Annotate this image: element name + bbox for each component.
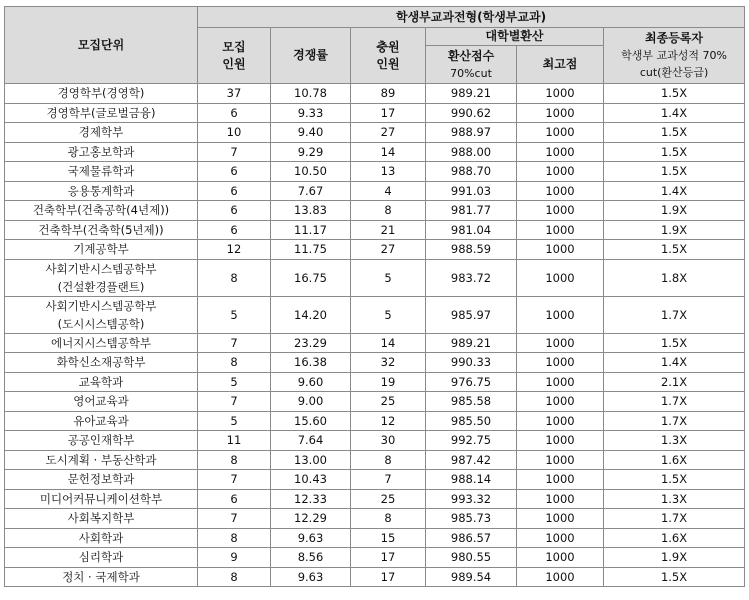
cell-score: 988.00 xyxy=(426,142,517,162)
table-row xyxy=(5,431,745,451)
cell-quota: 8 xyxy=(198,353,271,373)
cell-quota: 5 xyxy=(198,411,271,431)
cell-competition: 9.60 xyxy=(271,372,351,392)
cell-fill: 25 xyxy=(351,489,426,509)
cell-unit: 기계공학부 xyxy=(5,240,198,260)
cell-max-score: 1000 xyxy=(517,353,604,373)
cell-fill: 14 xyxy=(351,142,426,162)
cell-max-score: 1000 xyxy=(517,548,604,568)
cell-quota: 9 xyxy=(198,548,271,568)
cell-unit: 영어교육과 xyxy=(5,392,198,412)
cell-unit: 교육학과 xyxy=(5,372,198,392)
cell-quota: 12 xyxy=(198,240,271,260)
cell-unit: 화학신소재공학부 xyxy=(5,353,198,373)
table-row xyxy=(5,411,745,431)
cell-grade: 1.7X xyxy=(604,392,745,412)
cell-grade: 1.3X xyxy=(604,489,745,509)
cell-quota: 5 xyxy=(198,372,271,392)
cell-score: 987.42 xyxy=(426,450,517,470)
cell-grade: 1.5X xyxy=(604,123,745,143)
cell-fill: 15 xyxy=(351,528,426,548)
table-row xyxy=(5,240,745,260)
cell-competition: 8.56 xyxy=(271,548,351,568)
cell-quota: 6 xyxy=(198,220,271,240)
cell-max-score: 1000 xyxy=(517,333,604,353)
cell-score: 988.14 xyxy=(426,470,517,490)
cell-grade: 1.6X xyxy=(604,528,745,548)
cell-max-score: 1000 xyxy=(517,181,604,201)
cell-grade: 1.5X xyxy=(604,333,745,353)
cell-score: 985.97 xyxy=(426,296,517,333)
cell-quota: 8 xyxy=(198,259,271,296)
cell-unit: 경제학부 xyxy=(5,123,198,143)
cell-score: 993.32 xyxy=(426,489,517,509)
cell-competition: 11.75 xyxy=(271,240,351,260)
cell-score: 985.58 xyxy=(426,392,517,412)
cell-max-score: 1000 xyxy=(517,123,604,143)
cell-competition: 11.17 xyxy=(271,220,351,240)
cell-score: 981.77 xyxy=(426,201,517,221)
cell-competition: 10.43 xyxy=(271,470,351,490)
cell-score: 989.54 xyxy=(426,567,517,587)
header-converted-score: 환산점수 70%cut xyxy=(426,46,517,84)
table-row xyxy=(5,333,745,353)
cell-quota: 7 xyxy=(198,509,271,529)
cell-quota: 7 xyxy=(198,333,271,353)
cell-quota: 6 xyxy=(198,181,271,201)
cell-fill: 14 xyxy=(351,333,426,353)
cell-score: 989.21 xyxy=(426,333,517,353)
cell-quota: 8 xyxy=(198,450,271,470)
cell-unit: 심리학과 xyxy=(5,548,198,568)
cell-unit: 건축학부(건축학(5년제)) xyxy=(5,220,198,240)
cell-quota: 6 xyxy=(198,489,271,509)
cell-grade: 1.9X xyxy=(604,201,745,221)
cell-grade: 1.5X xyxy=(604,142,745,162)
cell-max-score: 1000 xyxy=(517,392,604,412)
cell-max-score: 1000 xyxy=(517,372,604,392)
table-row xyxy=(5,392,745,412)
cell-quota: 8 xyxy=(198,528,271,548)
cell-max-score: 1000 xyxy=(517,259,604,296)
cell-grade: 1.7X xyxy=(604,509,745,529)
cell-grade: 1.4X xyxy=(604,181,745,201)
cell-competition: 13.00 xyxy=(271,450,351,470)
cell-grade: 1.6X xyxy=(604,450,745,470)
table-row xyxy=(5,123,745,143)
cell-grade: 1.5X xyxy=(604,84,745,104)
cell-fill: 8 xyxy=(351,450,426,470)
cell-unit: 응용통계학과 xyxy=(5,181,198,201)
cell-grade: 1.5X xyxy=(604,240,745,260)
cell-grade: 1.4X xyxy=(604,353,745,373)
cell-grade: 1.4X xyxy=(604,103,745,123)
cell-max-score: 1000 xyxy=(517,450,604,470)
cell-fill: 27 xyxy=(351,240,426,260)
cell-grade: 1.3X xyxy=(604,431,745,451)
cell-competition: 12.33 xyxy=(271,489,351,509)
cell-fill: 17 xyxy=(351,567,426,587)
table-row xyxy=(5,259,745,296)
table-row xyxy=(5,103,745,123)
cell-unit: 사회기반시스템공학부 (건설환경플랜트) xyxy=(5,259,198,296)
cell-score: 988.97 xyxy=(426,123,517,143)
cell-score: 989.21 xyxy=(426,84,517,104)
cell-quota: 10 xyxy=(198,123,271,143)
cell-fill: 7 xyxy=(351,470,426,490)
admission-results-table xyxy=(4,6,745,587)
cell-competition: 14.20 xyxy=(271,296,351,333)
cell-fill: 25 xyxy=(351,392,426,412)
cell-quota: 6 xyxy=(198,103,271,123)
cell-unit: 문헌정보학과 xyxy=(5,470,198,490)
cell-score: 983.72 xyxy=(426,259,517,296)
table-row xyxy=(5,296,745,333)
table-row xyxy=(5,567,745,587)
cell-max-score: 1000 xyxy=(517,509,604,529)
cell-max-score: 1000 xyxy=(517,201,604,221)
cell-unit: 사회복지학부 xyxy=(5,509,198,529)
cell-competition: 9.63 xyxy=(271,567,351,587)
header-quota: 모집 인원 xyxy=(198,28,271,84)
cell-fill: 8 xyxy=(351,201,426,221)
cell-competition: 10.78 xyxy=(271,84,351,104)
cell-fill: 5 xyxy=(351,296,426,333)
cell-max-score: 1000 xyxy=(517,528,604,548)
cell-score: 990.33 xyxy=(426,353,517,373)
cell-grade: 1.7X xyxy=(604,411,745,431)
table-row xyxy=(5,528,745,548)
cell-quota: 5 xyxy=(198,296,271,333)
cell-fill: 19 xyxy=(351,372,426,392)
cell-fill: 32 xyxy=(351,353,426,373)
table-row xyxy=(5,201,745,221)
cell-unit: 건축학부(건축공학(4년제)) xyxy=(5,201,198,221)
cell-competition: 23.29 xyxy=(271,333,351,353)
cell-unit: 유아교육과 xyxy=(5,411,198,431)
cell-competition: 9.33 xyxy=(271,103,351,123)
cell-score: 992.75 xyxy=(426,431,517,451)
table-row xyxy=(5,220,745,240)
cell-score: 981.04 xyxy=(426,220,517,240)
cell-max-score: 1000 xyxy=(517,296,604,333)
cell-fill: 4 xyxy=(351,181,426,201)
cell-score: 988.59 xyxy=(426,240,517,260)
cell-unit: 경영학부(글로벌금융) xyxy=(5,103,198,123)
header-converted-group: 대학별환산 xyxy=(426,28,604,46)
cell-quota: 7 xyxy=(198,142,271,162)
cell-unit: 광고홍보학과 xyxy=(5,142,198,162)
cell-quota: 7 xyxy=(198,470,271,490)
cell-competition: 12.29 xyxy=(271,509,351,529)
table-body xyxy=(5,84,745,587)
cell-grade: 1.9X xyxy=(604,220,745,240)
cell-grade: 1.5X xyxy=(604,567,745,587)
cell-score: 986.57 xyxy=(426,528,517,548)
cell-quota: 37 xyxy=(198,84,271,104)
cell-fill: 5 xyxy=(351,259,426,296)
cell-competition: 16.38 xyxy=(271,353,351,373)
cell-max-score: 1000 xyxy=(517,220,604,240)
cell-grade: 1.8X xyxy=(604,259,745,296)
table-row xyxy=(5,84,745,104)
cell-fill: 13 xyxy=(351,162,426,182)
cell-max-score: 1000 xyxy=(517,411,604,431)
cell-grade: 2.1X xyxy=(604,372,745,392)
cell-max-score: 1000 xyxy=(517,142,604,162)
header-unit: 모집단위 xyxy=(5,7,198,84)
cell-quota: 6 xyxy=(198,162,271,182)
cell-competition: 9.63 xyxy=(271,528,351,548)
cell-grade: 1.5X xyxy=(604,162,745,182)
cell-competition: 13.83 xyxy=(271,201,351,221)
cell-score: 985.73 xyxy=(426,509,517,529)
cell-unit: 공공인재학부 xyxy=(5,431,198,451)
table-row xyxy=(5,181,745,201)
cell-competition: 7.64 xyxy=(271,431,351,451)
cell-max-score: 1000 xyxy=(517,431,604,451)
cell-grade: 1.7X xyxy=(604,296,745,333)
cell-fill: 8 xyxy=(351,509,426,529)
cell-max-score: 1000 xyxy=(517,103,604,123)
table-row xyxy=(5,162,745,182)
cell-competition: 10.50 xyxy=(271,162,351,182)
table-row xyxy=(5,489,745,509)
cell-quota: 6 xyxy=(198,201,271,221)
table-row xyxy=(5,470,745,490)
cell-fill: 17 xyxy=(351,103,426,123)
cell-unit: 사회기반시스템공학부 (도시시스템공학) xyxy=(5,296,198,333)
cell-competition: 9.29 xyxy=(271,142,351,162)
table-row xyxy=(5,509,745,529)
header-track: 학생부교과전형(학생부교과) xyxy=(198,7,745,28)
header-competition: 경쟁률 xyxy=(271,28,351,84)
cell-fill: 27 xyxy=(351,123,426,143)
cell-score: 980.55 xyxy=(426,548,517,568)
cell-unit: 경영학부(경영학) xyxy=(5,84,198,104)
cell-unit: 에너지시스템공학부 xyxy=(5,333,198,353)
cell-max-score: 1000 xyxy=(517,162,604,182)
cell-fill: 21 xyxy=(351,220,426,240)
cell-score: 985.50 xyxy=(426,411,517,431)
cell-max-score: 1000 xyxy=(517,567,604,587)
cell-quota: 8 xyxy=(198,567,271,587)
cell-quota: 11 xyxy=(198,431,271,451)
cell-competition: 15.60 xyxy=(271,411,351,431)
cell-competition: 7.67 xyxy=(271,181,351,201)
cell-fill: 12 xyxy=(351,411,426,431)
table-row xyxy=(5,548,745,568)
cell-fill: 17 xyxy=(351,548,426,568)
cell-max-score: 1000 xyxy=(517,240,604,260)
cell-unit: 도시계획 · 부동산학과 xyxy=(5,450,198,470)
cell-max-score: 1000 xyxy=(517,489,604,509)
table-row xyxy=(5,142,745,162)
table-row xyxy=(5,372,745,392)
table-row xyxy=(5,450,745,470)
header-max-score: 최고점 xyxy=(517,46,604,84)
cell-unit: 사회학과 xyxy=(5,528,198,548)
cell-competition: 9.40 xyxy=(271,123,351,143)
cell-max-score: 1000 xyxy=(517,470,604,490)
cell-quota: 7 xyxy=(198,392,271,412)
cell-score: 990.62 xyxy=(426,103,517,123)
cell-unit: 미디어커뮤니케이션학부 xyxy=(5,489,198,509)
table-row xyxy=(5,353,745,373)
cell-unit: 정치 · 국제학과 xyxy=(5,567,198,587)
cell-fill: 89 xyxy=(351,84,426,104)
cell-max-score: 1000 xyxy=(517,84,604,104)
header-final-group: 최종등록자 학생부 교과성적 70% cut(환산등급) xyxy=(604,28,745,84)
cell-competition: 9.00 xyxy=(271,392,351,412)
cell-unit: 국제물류학과 xyxy=(5,162,198,182)
header-fill: 충원 인원 xyxy=(351,28,426,84)
cell-score: 991.03 xyxy=(426,181,517,201)
cell-grade: 1.9X xyxy=(604,548,745,568)
cell-score: 976.75 xyxy=(426,372,517,392)
cell-fill: 30 xyxy=(351,431,426,451)
cell-competition: 16.75 xyxy=(271,259,351,296)
cell-score: 988.70 xyxy=(426,162,517,182)
cell-grade: 1.5X xyxy=(604,470,745,490)
